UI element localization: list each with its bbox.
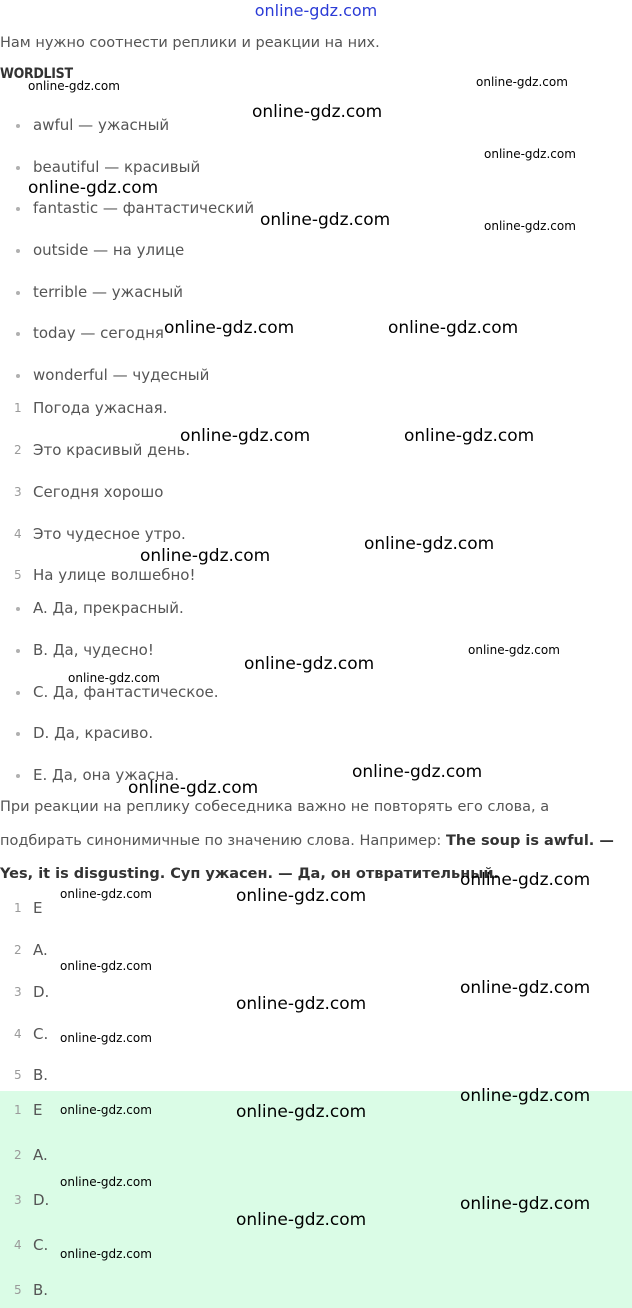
watermark: online-gdz.com (60, 887, 152, 901)
bullet-icon (16, 166, 20, 170)
watermark: online-gdz.com (252, 102, 383, 122)
explanation-line-3: Yes, it is disgusting. Суп ужасен. — Да, он отвратительный. (0, 866, 500, 882)
bullet-icon (16, 774, 20, 778)
watermark: online-gdz.com (236, 994, 367, 1014)
watermark: online-gdz.com (236, 1102, 367, 1122)
bullet-icon (16, 291, 20, 295)
watermark: online-gdz.com (460, 1194, 591, 1214)
bullet-icon (16, 649, 20, 653)
watermark: online-gdz.com (164, 318, 295, 338)
bullet-icon (16, 374, 20, 378)
watermark: online-gdz.com (460, 1086, 591, 1106)
bullet-icon (16, 691, 20, 695)
watermark: online-gdz.com (388, 318, 519, 338)
intro-text: Нам нужно соотнести реплики и реакции на них. (0, 35, 380, 51)
watermark: online-gdz.com (60, 959, 152, 973)
watermark: online-gdz.com (460, 978, 591, 998)
watermark: online-gdz.com (128, 778, 259, 798)
watermark: online-gdz.com (404, 426, 535, 446)
watermark: online-gdz.com (484, 219, 576, 233)
watermark: online-gdz.com (28, 178, 159, 198)
watermark: online-gdz.com (68, 671, 160, 685)
watermark: online-gdz.com (364, 534, 495, 554)
watermark: online-gdz.com (60, 1247, 152, 1261)
site-header-link[interactable]: online-gdz.com (254, 1, 378, 20)
explanation-line-2: подбирать синонимичные по значению слова. Например: The soup is awful. — (0, 833, 614, 849)
watermark: online-gdz.com (60, 1175, 152, 1189)
watermark: online-gdz.com (28, 79, 120, 93)
watermark: online-gdz.com (140, 546, 271, 566)
bullet-icon (16, 124, 20, 128)
bullet-icon (16, 207, 20, 211)
watermark: online-gdz.com (60, 1031, 152, 1045)
bullet-icon (16, 332, 20, 336)
wordlist-heading: WORDLIST (0, 66, 73, 82)
watermark: online-gdz.com (60, 1103, 152, 1117)
watermark: online-gdz.com (460, 870, 591, 890)
watermark: online-gdz.com (352, 762, 483, 782)
explanation-line-1: При реакции на реплику собеседника важно не повторять его слова, а (0, 799, 550, 815)
watermark: online-gdz.com (260, 210, 391, 230)
watermark: online-gdz.com (468, 643, 560, 657)
bullet-icon (16, 607, 20, 611)
watermark: online-gdz.com (180, 426, 311, 446)
bullet-icon (16, 249, 20, 253)
watermark: online-gdz.com (236, 886, 367, 906)
bullet-icon (16, 732, 20, 736)
watermark: online-gdz.com (236, 1210, 367, 1230)
watermark: online-gdz.com (476, 75, 568, 89)
watermark: online-gdz.com (244, 654, 375, 674)
watermark: online-gdz.com (484, 147, 576, 161)
